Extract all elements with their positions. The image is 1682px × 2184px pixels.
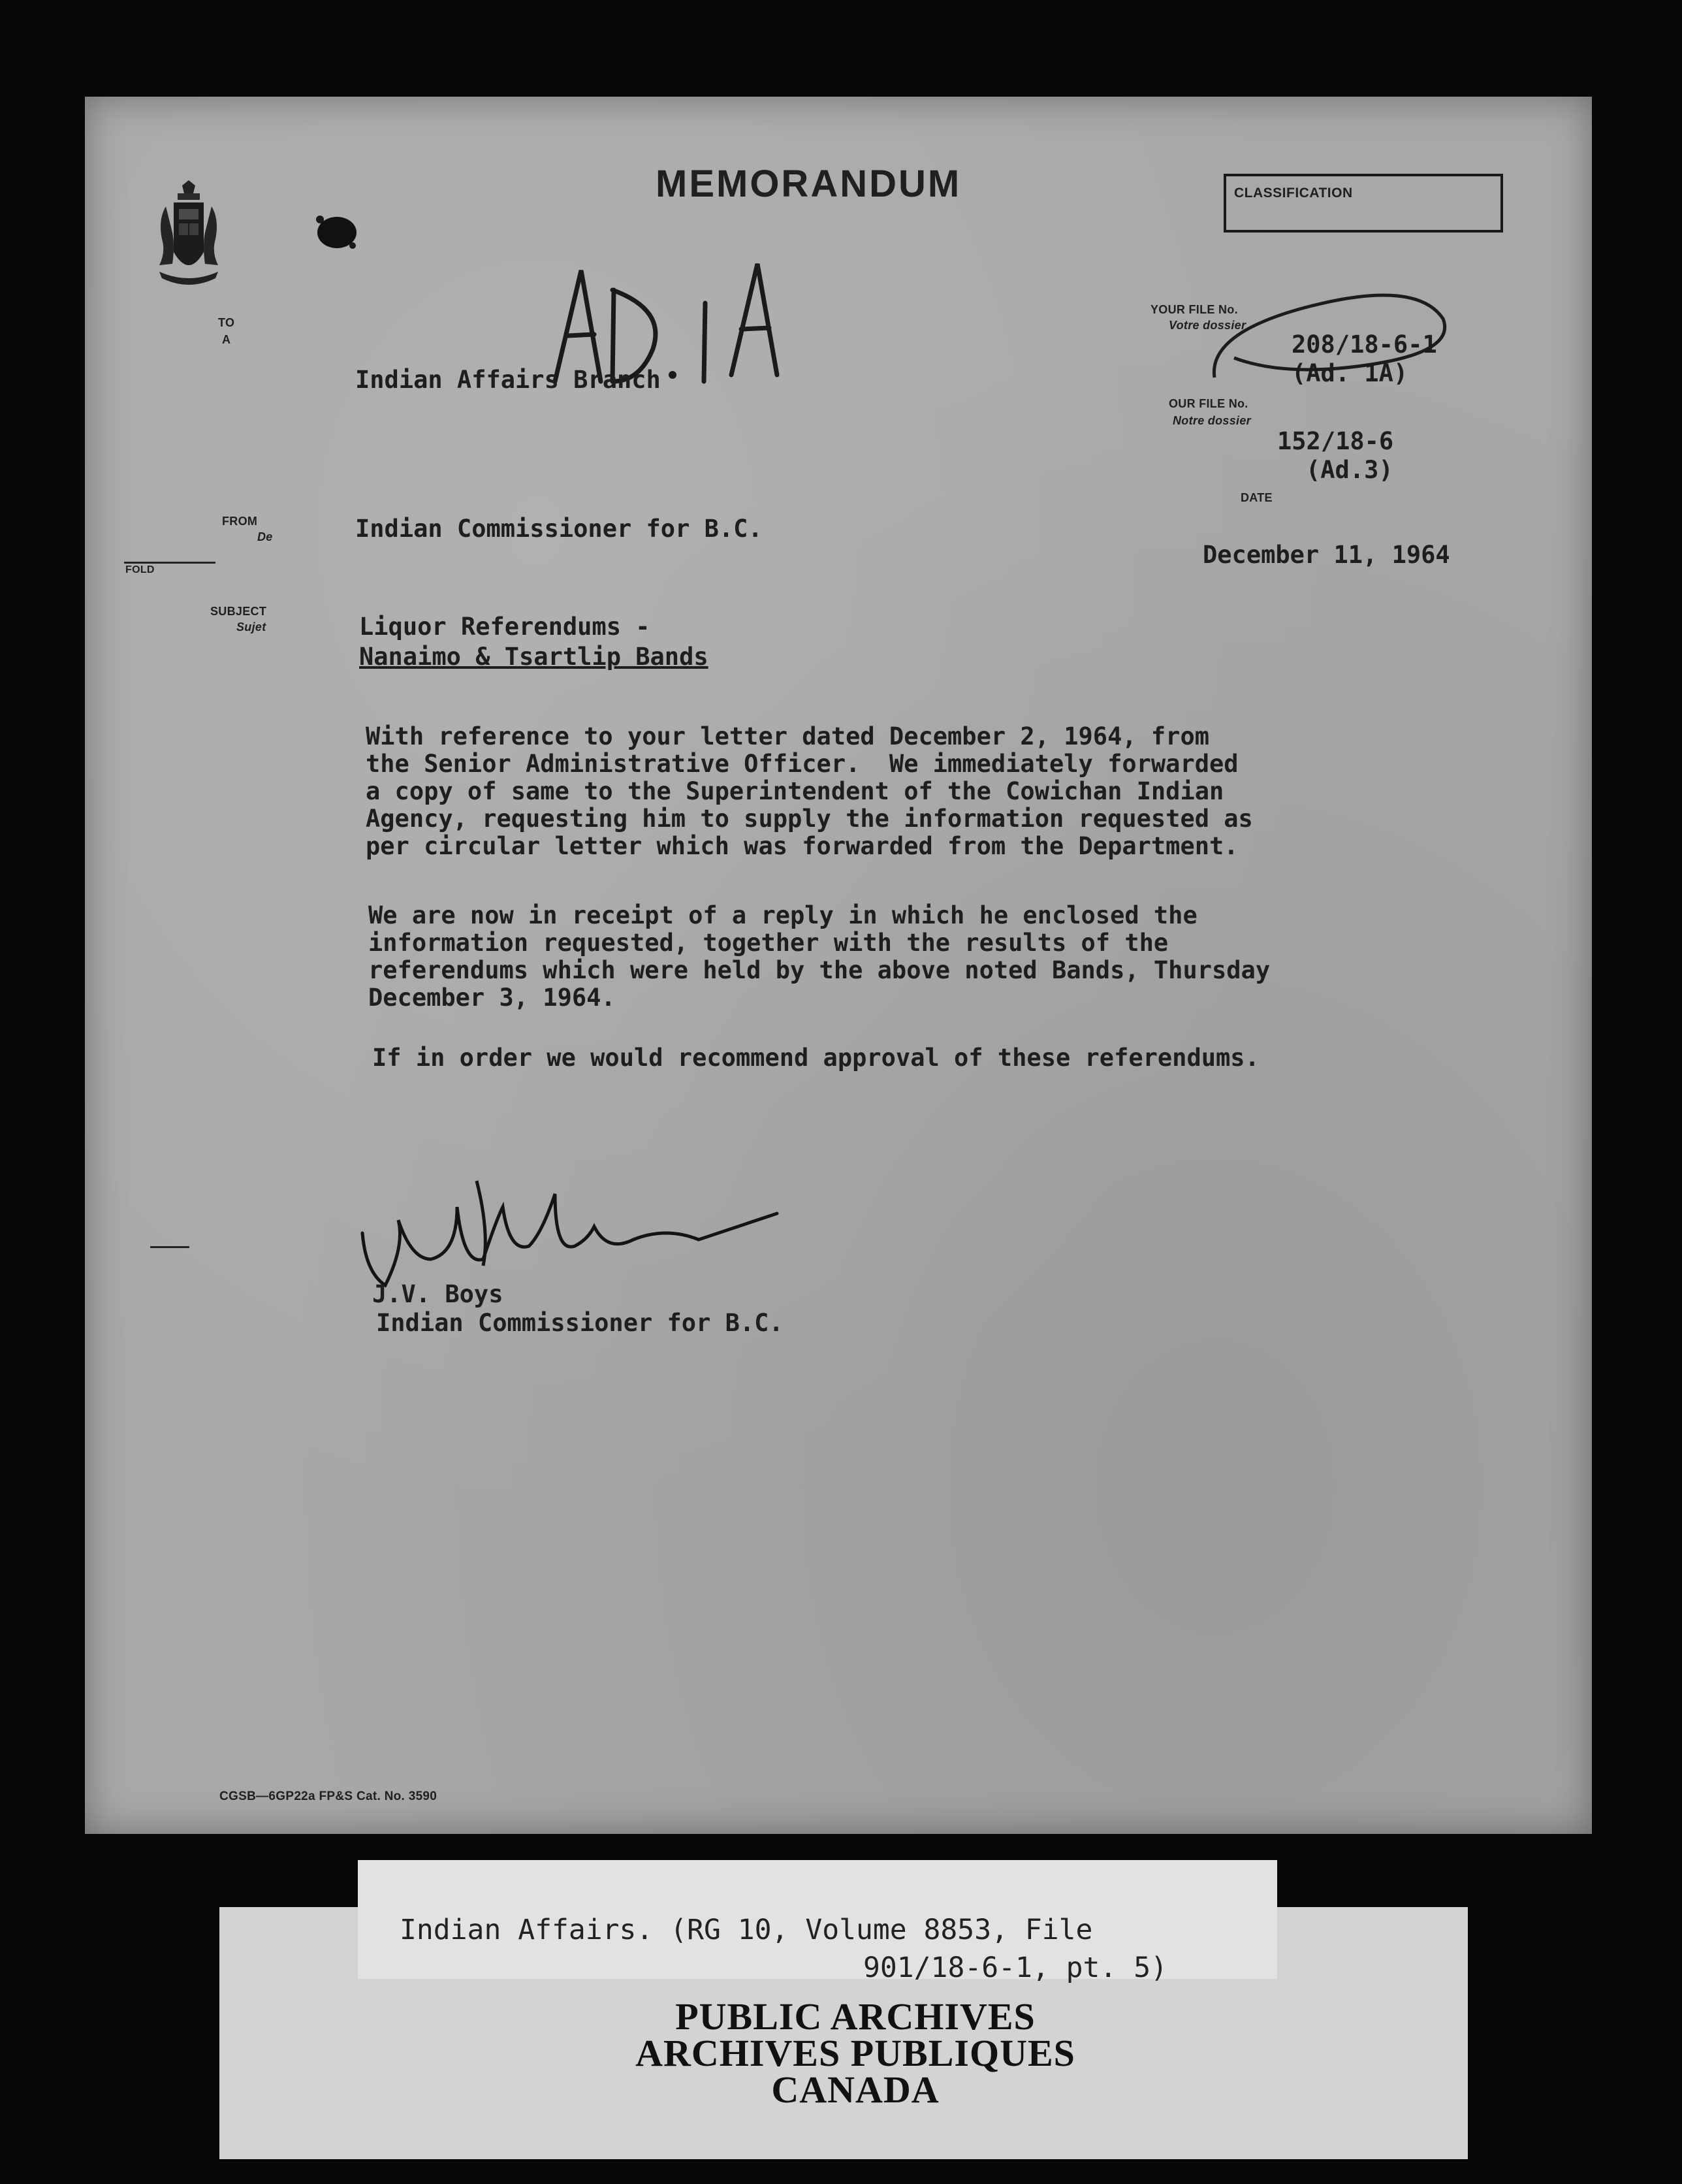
classification-label: CLASSIFICATION bbox=[1234, 185, 1353, 201]
your-file-label: YOUR FILE No. bbox=[1150, 303, 1238, 316]
classification-box bbox=[1224, 174, 1503, 233]
body-line: the Senior Administrative Officer. We immediately forwarded bbox=[366, 750, 1239, 778]
handwritten-signature bbox=[359, 1168, 829, 1383]
subject-line-2: Nanaimo & Tsartlip Bands bbox=[359, 643, 708, 671]
form-number: CGSB—6GP22a FP&S Cat. No. 3590 bbox=[219, 1790, 437, 1803]
body-line: December 3, 1964. bbox=[368, 984, 616, 1012]
from-sender: Indian Commissioner for B.C. bbox=[355, 515, 763, 543]
subject-line-1: Liquor Referendums - bbox=[359, 613, 650, 641]
to-label-fr: A bbox=[222, 333, 231, 346]
file-reference-line-1: Indian Affairs. (RG 10, Volume 8853, File bbox=[400, 1914, 1093, 1946]
date-label: DATE bbox=[1241, 491, 1273, 504]
our-file-number: 152/18-6 bbox=[1277, 427, 1394, 455]
body-line: information requested, together with the results of the bbox=[368, 929, 1169, 957]
your-file-number: 208/18-6-1 bbox=[1292, 330, 1437, 359]
signer-title: Indian Commissioner for B.C. bbox=[376, 1309, 784, 1337]
our-file-label: OUR FILE No. bbox=[1169, 397, 1248, 410]
file-reference-line-2: 901/18-6-1, pt. 5) bbox=[863, 1951, 1167, 1984]
our-file-sub: (Ad.3) bbox=[1306, 456, 1393, 484]
fold-label: FOLD bbox=[125, 564, 155, 575]
margin-tick bbox=[150, 1246, 189, 1248]
to-label: TO bbox=[218, 316, 235, 329]
body-line: We are now in receipt of a reply in which he enclosed the bbox=[368, 901, 1198, 929]
body-line: a copy of same to the Superintendent of the Cowichan Indian bbox=[366, 777, 1224, 805]
from-label-fr: De bbox=[257, 530, 273, 543]
your-file-label-fr: Votre dossier bbox=[1169, 319, 1246, 332]
subject-label: SUBJECT bbox=[210, 605, 267, 618]
coat-of-arms-icon bbox=[153, 180, 225, 298]
body-line: If in order we would recommend approval of these referendums. bbox=[372, 1044, 1260, 1072]
body-line: With reference to your letter dated December 2, 1964, from bbox=[366, 722, 1210, 750]
file-number-circle-mark bbox=[1208, 280, 1678, 404]
subject-label-fr: Sujet bbox=[236, 620, 266, 634]
body-line: Agency, requesting him to supply the information requested as bbox=[366, 805, 1253, 833]
body-line: referendums which were held by the above noted Bands, Thursday bbox=[368, 956, 1271, 984]
ink-blot bbox=[307, 208, 367, 253]
from-label: FROM bbox=[222, 515, 258, 528]
to-recipient: Indian Affairs Branch bbox=[355, 366, 661, 394]
your-file-sub: (Ad. 1A) bbox=[1292, 359, 1408, 387]
memo-date: December 11, 1964 bbox=[1203, 541, 1450, 569]
fold-line bbox=[124, 562, 215, 564]
our-file-label-fr: Notre dossier bbox=[1173, 414, 1251, 427]
memo-sheet bbox=[85, 97, 1592, 1834]
body-line: per circular letter which was forwarded from the Department. bbox=[366, 832, 1239, 860]
signer-name: J.V. Boys bbox=[372, 1280, 503, 1308]
memo-title: MEMORANDUM bbox=[656, 163, 962, 205]
public-archives-stamp bbox=[627, 1995, 1084, 2111]
stamp-line-2: ARCHIVES PUBLIQUES bbox=[635, 2032, 1075, 2074]
stamp-line-1: PUBLIC ARCHIVES bbox=[675, 1995, 1036, 2038]
stamp-line-3: CANADA bbox=[771, 2068, 940, 2111]
